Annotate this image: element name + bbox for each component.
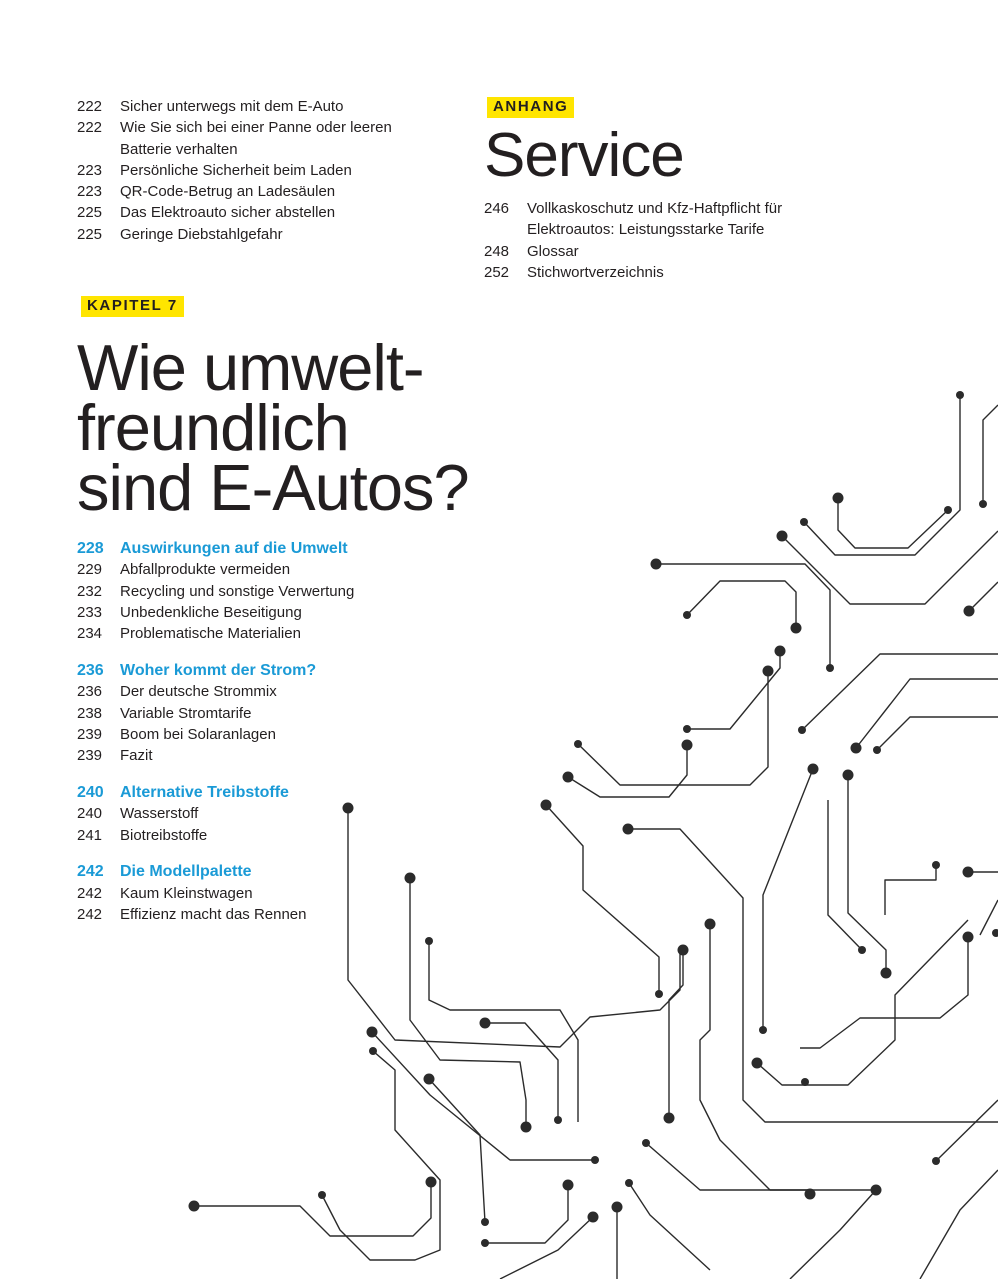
toc-page-number: 225 bbox=[77, 204, 103, 222]
appendix-tag: ANHANG bbox=[487, 97, 574, 118]
toc-entry-text: Boom bei Solaranlagen bbox=[120, 725, 276, 743]
toc-page-number: 223 bbox=[77, 183, 103, 201]
toc-page-number: 236 bbox=[77, 683, 103, 701]
toc-page-number: 222 bbox=[77, 119, 103, 137]
toc-page-number: 239 bbox=[77, 747, 103, 765]
toc-entry-text: Alternative Treibstoffe bbox=[120, 783, 289, 801]
chapter-tag: KAPITEL 7 bbox=[81, 296, 184, 317]
toc-entry-text: Vollkaskoschutz und Kfz-Haftpflicht für Elektroautos: Leistungsstarke Tarife bbox=[527, 200, 783, 239]
toc-page-number: 236 bbox=[77, 661, 104, 679]
chapter-title: Wie umwelt- freundlich sind E-Autos? bbox=[77, 331, 469, 524]
toc-page-number: 242 bbox=[77, 884, 103, 902]
toc-page-number: 232 bbox=[77, 582, 103, 600]
toc-entry-text: Wie Sie sich bei einer Panne oder leeren Batterie verhalten bbox=[120, 119, 392, 158]
toc-page-number: 238 bbox=[77, 704, 103, 722]
toc-entry-text: Problematische Materialien bbox=[120, 625, 301, 643]
toc-entry-text: Wasserstoff bbox=[120, 805, 199, 823]
toc-entry-text: Persönliche Sicherheit beim Laden bbox=[120, 161, 352, 179]
toc-page-number: 242 bbox=[77, 863, 104, 881]
toc-page-number: 239 bbox=[77, 725, 103, 743]
toc-entry-text: Abfallprodukte vermeiden bbox=[120, 561, 291, 579]
toc-page-number: 248 bbox=[484, 242, 510, 260]
toc-page-number: 225 bbox=[77, 225, 103, 243]
toc-page-number: 229 bbox=[77, 561, 103, 579]
toc-page-number: 228 bbox=[77, 540, 104, 557]
toc-entry-text: Der deutsche Strommix bbox=[120, 683, 277, 701]
toc-entry-text: Das Elektroauto sicher abstellen bbox=[120, 204, 336, 222]
toc-entry-text: Die Modellpalette bbox=[120, 863, 252, 881]
toc-entry-text: QR-Code-Betrug an Ladesäulen bbox=[120, 183, 336, 201]
toc-entry-text: Variable Stromtarife bbox=[120, 704, 252, 722]
toc-page-number: 242 bbox=[77, 905, 103, 923]
toc-page-number: 223 bbox=[77, 161, 103, 179]
toc-page-number: 222 bbox=[77, 98, 103, 115]
appendix-title: Service bbox=[484, 121, 684, 190]
toc-entry-text: Auswirkungen auf die Umwelt bbox=[120, 540, 348, 557]
toc-entry-text: Recycling und sonstige Verwertung bbox=[120, 582, 355, 600]
toc-entry-text: Sicher unterwegs mit dem E-Auto bbox=[120, 98, 344, 115]
toc-entry-text: Unbedenkliche Beseitigung bbox=[120, 603, 302, 621]
toc-page-number: 233 bbox=[77, 603, 103, 621]
toc-page-number: 246 bbox=[484, 200, 510, 217]
toc-entry-text: Glossar bbox=[527, 242, 579, 260]
toc-page-number: 241 bbox=[77, 826, 103, 844]
toc-entry-text: Fazit bbox=[120, 747, 153, 765]
toc-page-number: 234 bbox=[77, 625, 103, 643]
toc-page-number: 252 bbox=[484, 263, 510, 281]
toc-entry-text: Kaum Kleinstwagen bbox=[120, 884, 253, 902]
toc-entry-text: Stichwortverzeichnis bbox=[527, 263, 664, 281]
toc-entry-text: Biotreibstoffe bbox=[120, 826, 208, 844]
toc-entry-text: Effizienz macht das Rennen bbox=[120, 905, 307, 923]
toc-page-number: 240 bbox=[77, 783, 104, 801]
toc-entry-text: Geringe Diebstahlgefahr bbox=[120, 225, 283, 243]
toc-entry-text: Woher kommt der Strom? bbox=[120, 661, 317, 679]
toc-page-number: 240 bbox=[77, 805, 103, 823]
